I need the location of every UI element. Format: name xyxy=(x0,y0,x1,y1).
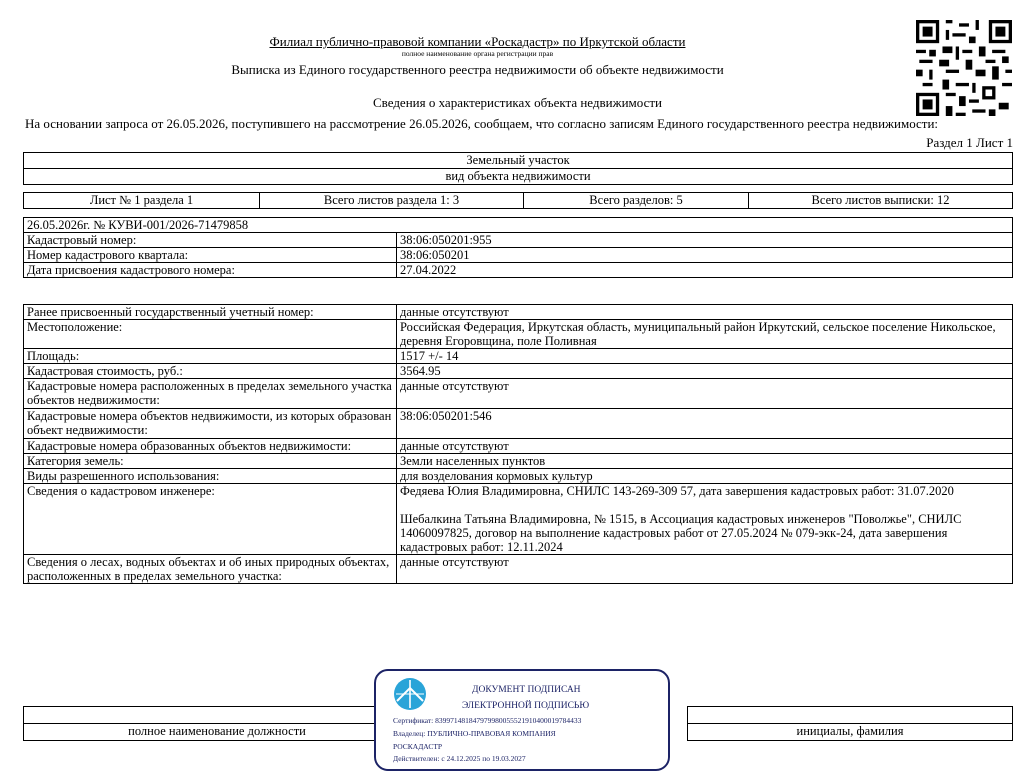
engineer-info xyxy=(397,484,1013,555)
row-label: Площадь: xyxy=(24,349,397,364)
extract-title: Выписка из Единого государственного реестра недвижимости об объекте недвижимости xyxy=(231,62,724,77)
row-value: данные отсутствуют xyxy=(397,379,1013,409)
stamp-cert: Сертификат: 839971481847979980055521910400019784433 xyxy=(393,716,582,725)
engineer-label: Сведения о кадастровом инженере: xyxy=(24,484,397,555)
row-label: Кадастровая стоимость, руб.: xyxy=(24,364,397,379)
table-row xyxy=(24,248,1013,263)
row-label: Категория земель: xyxy=(24,454,397,469)
table-row xyxy=(24,305,1013,320)
table-row xyxy=(24,349,1013,364)
table-row xyxy=(24,409,1013,439)
engineer-line-1: Федяева Юлия Владимировна, СНИЛС 143-269-309 57, дата завершения кадастровых работ: 31.07.2020 xyxy=(400,484,954,498)
date-number: 26.05.2026г. № КУВИ-001/2026-71479858 xyxy=(24,218,1013,233)
row-label: Виды разрешенного использования: xyxy=(24,469,397,484)
position-label: полное наименование должности xyxy=(24,724,411,741)
row-value: 27.04.2022 xyxy=(397,263,1013,278)
row-value: Земли населенных пунктов xyxy=(397,454,1013,469)
stamp-owner: Владелец: ПУБЛИЧНО-ПРАВОВАЯ КОМПАНИЯ xyxy=(393,729,556,738)
row-value: 38:06:050201 xyxy=(397,248,1013,263)
row-value: данные отсутствуют xyxy=(397,439,1013,454)
row-value: 38:06:050201:955 xyxy=(397,233,1013,248)
basis-text: На основании запроса от 26.05.2026, поступившего на рассмотрение 26.05.2026, сообщаем, что согласно записям Единого государственного реестра недвижимости: xyxy=(25,116,939,131)
row-value: 38:06:050201:546 xyxy=(397,409,1013,439)
row-value: Российская Федерация, Иркутская область, муниципальный район Иркутский, сельское поселение Никольское, деревня Егоровщина, поле Поливная xyxy=(397,320,1013,349)
row-label: Кадастровый номер: xyxy=(24,233,397,248)
row-label: Номер кадастрового квартала: xyxy=(24,248,397,263)
table-row xyxy=(24,233,1013,248)
sheet-number: Лист № 1 раздела 1 xyxy=(24,193,260,209)
section-title: Сведения о характеристиках объекта недвижимости xyxy=(372,95,663,110)
branch-note: полное наименование органа регистрации прав xyxy=(401,49,554,58)
row-label: Кадастровые номера образованных объектов недвижимости: xyxy=(24,439,397,454)
row-value: 3564.95 xyxy=(397,364,1013,379)
sheet-info-table xyxy=(23,192,1013,209)
section-sheet: Раздел 1 Лист 1 xyxy=(926,135,1013,150)
sheets-in-section: Всего листов раздела 1: 3 xyxy=(260,193,524,209)
forest-value: данные отсутствуют xyxy=(397,555,1013,584)
table-row xyxy=(24,379,1013,409)
object-type-table xyxy=(23,152,1013,185)
stamp-line-1: ДОКУМЕНТ ПОДПИСАН xyxy=(472,685,581,695)
forest-label: Сведения о лесах, водных объектах и об иных природных объектах, расположенных в пределах земельного участка: xyxy=(24,555,397,584)
row-label: Дата присвоения кадастрового номера: xyxy=(24,263,397,278)
row-value: 1517 +/- 14 xyxy=(397,349,1013,364)
branch-name: Филиал публично-правовой компании «Роскадастр» по Иркутской области xyxy=(269,34,686,49)
table-row xyxy=(24,484,1013,555)
row-label: Кадастровые номера расположенных в пределах земельного участка объектов недвижимости: xyxy=(24,379,397,409)
object-kind-label: вид объекта недвижимости xyxy=(24,169,1013,185)
stamp-valid: Действителен: с 24.12.2025 по 19.03.2027 xyxy=(393,754,526,763)
sections-total: Всего разделов: 5 xyxy=(524,193,749,209)
row-value: для возделования кормовых культур xyxy=(397,469,1013,484)
table-row xyxy=(24,320,1013,349)
table-row xyxy=(24,439,1013,454)
extract-sheets-total: Всего листов выписки: 12 xyxy=(749,193,1013,209)
basic-info-table xyxy=(23,217,1013,278)
stamp-owner-2: РОСКАДАСТР xyxy=(393,742,443,751)
table-row xyxy=(24,469,1013,484)
name-label: инициалы, фамилия xyxy=(688,724,1013,741)
row-label: Ранее присвоенный государственный учетный номер: xyxy=(24,305,397,320)
table-row xyxy=(24,364,1013,379)
table-row xyxy=(24,454,1013,469)
roskadastr-logo-icon xyxy=(393,677,427,711)
object-type: Земельный участок xyxy=(24,153,1013,169)
row-label: Кадастровые номера объектов недвижимости, из которых образован объект недвижимости: xyxy=(24,409,397,439)
qr-code-icon xyxy=(916,20,1012,116)
table-row xyxy=(24,555,1013,584)
stamp-line-2: ЭЛЕКТРОННОЙ ПОДПИСЬЮ xyxy=(462,701,590,711)
e-signature-stamp xyxy=(374,669,670,771)
row-label: Местоположение: xyxy=(24,320,397,349)
table-row xyxy=(24,263,1013,278)
details-table xyxy=(23,304,1013,584)
row-value: данные отсутствуют xyxy=(397,305,1013,320)
engineer-line-2: Шебалкина Татьяна Владимировна, № 1515, в Ассоциация кадастровых инженеров "Поволжье", СНИЛС 14060097825, договор на выполнение кадастровых работ от 27.05.2024 № 079-экк-24, дата завершения кадастровых работ: 12.11.2024 xyxy=(400,512,962,554)
